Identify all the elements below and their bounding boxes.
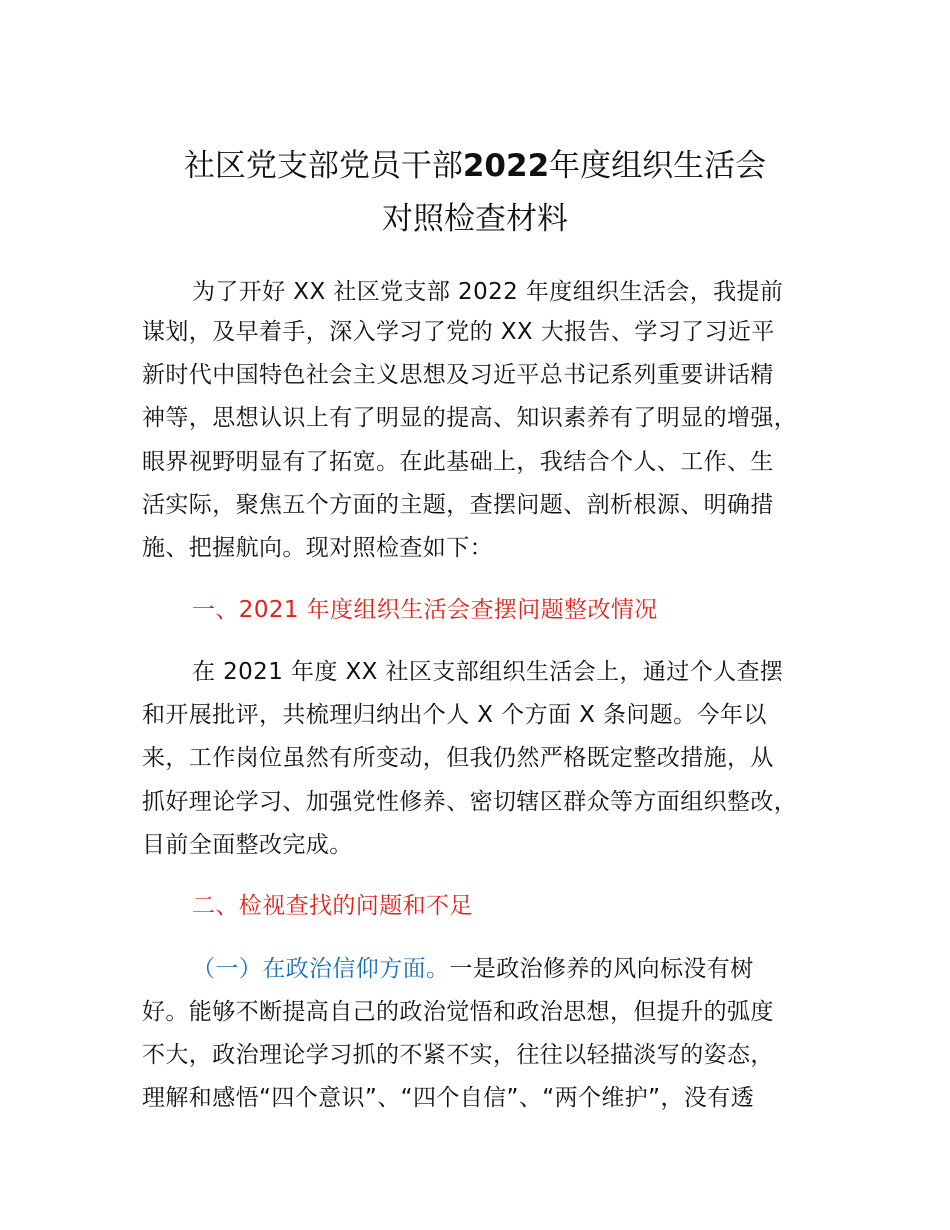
section1-line: 抓好理论学习、加强党性修养、密切辖区群众等方面组织整改， bbox=[142, 789, 798, 815]
intro-line: 为了开好 XX 社区党支部 2022 年度组织生活会，我提前 bbox=[192, 279, 784, 305]
subsection1-first-tail: 一是政治修养的风向标没有树 bbox=[449, 956, 754, 982]
subsection-heading-1: （一）在政治信仰方面。 bbox=[192, 956, 450, 982]
section1-line: 来，工作岗位虽然有所变动，但我仍然严格既定整改措施，从 bbox=[142, 745, 774, 771]
subsection1-line: 好。能够不断提高自己的政治觉悟和政治思想，但提升的弧度 bbox=[142, 999, 774, 1025]
subsection1-line: 理解和感悟“四个意识”、“四个自信”、“两个维护”，没有透 bbox=[142, 1085, 755, 1111]
subsection1-first-line bbox=[192, 954, 754, 984]
section1-line: 目前全面整改完成。 bbox=[142, 832, 353, 858]
section-heading-1: 一、2021 年度组织生活会查摆问题整改情况 bbox=[192, 597, 658, 623]
section-heading-2: 二、检视查找的问题和不足 bbox=[192, 893, 473, 919]
document-title-line-2: 对照检查材料 bbox=[382, 201, 568, 237]
intro-line: 眼界视野明显有了拓宽。在此基础上，我结合个人、工作、生 bbox=[142, 449, 774, 475]
title-text-c: 年度组织生活会 bbox=[549, 148, 767, 184]
intro-line: 新时代中国特色社会主义思想及习近平总书记系列重要讲话精 bbox=[142, 362, 774, 388]
intro-line: 施、把握航向。现对照检查如下： bbox=[142, 535, 493, 561]
subsection1-line: 不大，政治理论学习抓的不紧不实，往往以轻描淡写的姿态， bbox=[142, 1042, 774, 1068]
section1-line: 在 2021 年度 XX 社区支部组织生活会上，通过个人查摆 bbox=[192, 659, 784, 685]
title-year: 2022 bbox=[462, 148, 550, 184]
title-text-a: 社区党支部党员干部 bbox=[183, 148, 463, 184]
intro-line: 神等，思想认识上有了明显的提高、知识素养有了明显的增强， bbox=[142, 405, 798, 431]
document-title-line-1 bbox=[0, 146, 950, 186]
section1-line: 和开展批评，共梳理归纳出个人 X 个方面 X 条问题。今年以 bbox=[142, 702, 767, 728]
intro-line: 活实际，聚焦五个方面的主题，查摆问题、剖析根源、明确措 bbox=[142, 492, 774, 518]
intro-line: 谋划，及早着手，深入学习了党的 XX 大报告、学习了习近平 bbox=[142, 319, 775, 345]
